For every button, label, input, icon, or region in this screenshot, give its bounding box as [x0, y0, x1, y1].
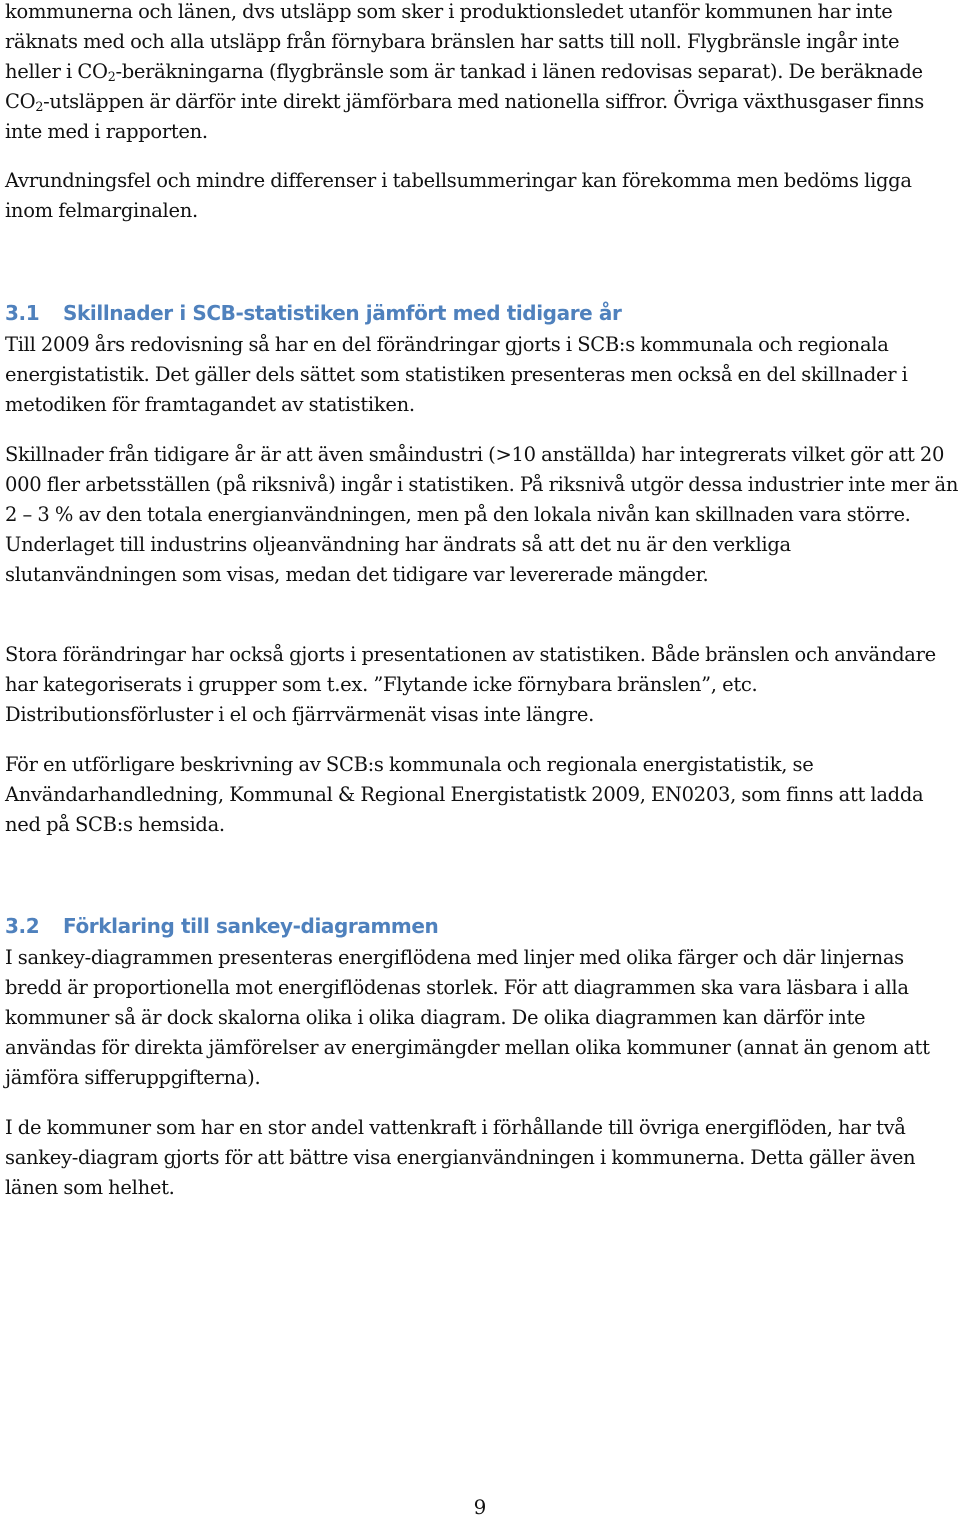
- section-number: 3.1: [5, 301, 40, 325]
- page-number: 9: [473, 1495, 487, 1519]
- paragraph-presentation-changes: Stora förändringar har också gjorts i presentationen av statistiken. Både bränslen och användare har kategoriserats i grupper som t.ex. ”Flytande icke förnybara bränslen”, etc. Distributionsförluster i el och fjärrvärmenät visas inte längre.: [5, 643, 936, 726]
- section-heading-3-1: [5, 298, 621, 328]
- subscript: 2: [107, 69, 116, 85]
- paragraph-sankey-explanation: I sankey-diagrammen presenteras energiflödena med linjer med olika färger och där linjernas bredd är proportionella mot energiflödenas storlek. För att diagrammen ska vara läsbara i alla kommuner så är dock skalorna olika i olika diagram. De olika diagrammen kan därför inte användas för direkta jämförelser av energimängder mellan olika kommuner (annat än genom att jämföra sifferuppgifterna).: [5, 946, 930, 1089]
- paragraph-hydropower-note: I de kommuner som har en stor andel vattenkraft i förhållande till övriga energiflöden, har två sankey-diagram gjorts för att bättre visa energianvändningen i kommunerna. Detta gäller även länen som helhet.: [5, 1116, 916, 1199]
- paragraph-changes-2009: Till 2009 års redovisning så har en del förändringar gjorts i SCB:s kommunala och regionala energistatistik. Det gäller dels sättet som statistiken presenteras men också en del skillnader i metodiken för framtagandet av statistiken.: [5, 333, 908, 416]
- paragraph-further-description: För en utförligare beskrivning av SCB:s kommunala och regionala energistatistik, se Användarhandledning, Kommunal & Regional Energistatistk 2009, EN0203, som finns att ladda ned på SCB:s hemsida.: [5, 753, 924, 836]
- subscript: 2: [35, 99, 44, 115]
- paragraph-emissions-note: [5, 0, 960, 147]
- paragraph-small-industry: Skillnader från tidigare år är att även småindustri (>10 anställda) har integrerats vilket gör att 20 000 fler arbetsställen (på riksnivå) ingår i statistiken. På riksnivå utgör dessa industrier inte mer än 2 – 3 % av den totala energianvändningen, men på den lokala nivån kan skillnaden vara större. Underlaget till industrins oljeanvändning har ändrats så att det nu är den verkliga slutanvändningen som visas, medan det tidigare var levererade mängder.: [5, 443, 959, 586]
- section-number: 3.2: [5, 914, 40, 938]
- paragraph-rounding-errors: Avrundningsfel och mindre differenser i tabellsummeringar kan förekomma men bedöms ligga inom felmarginalen.: [5, 169, 912, 222]
- section-title: Förklaring till sankey-diagrammen: [63, 914, 439, 938]
- section-title: Skillnader i SCB-statistiken jämfört med tidigare år: [63, 301, 622, 325]
- section-heading-3-2: [5, 911, 438, 941]
- paragraph-text: -utsläppen är därför inte direkt jämförbara med nationella siffror. Övriga växthusgaser finns inte med i rapporten.: [5, 90, 924, 143]
- paragraph-text: -beräkningarna (flygbränsle som är tankad i länen redovisas separat). De beräknade CO: [5, 60, 923, 113]
- paragraph-text: kommunerna och länen, dvs utsläpp som sker i produktionsledet utanför kommunen har inte räknats med och alla utsläpp från förnybara bränslen har satts till noll. Flygbränsle ingår inte heller i CO: [5, 0, 900, 83]
